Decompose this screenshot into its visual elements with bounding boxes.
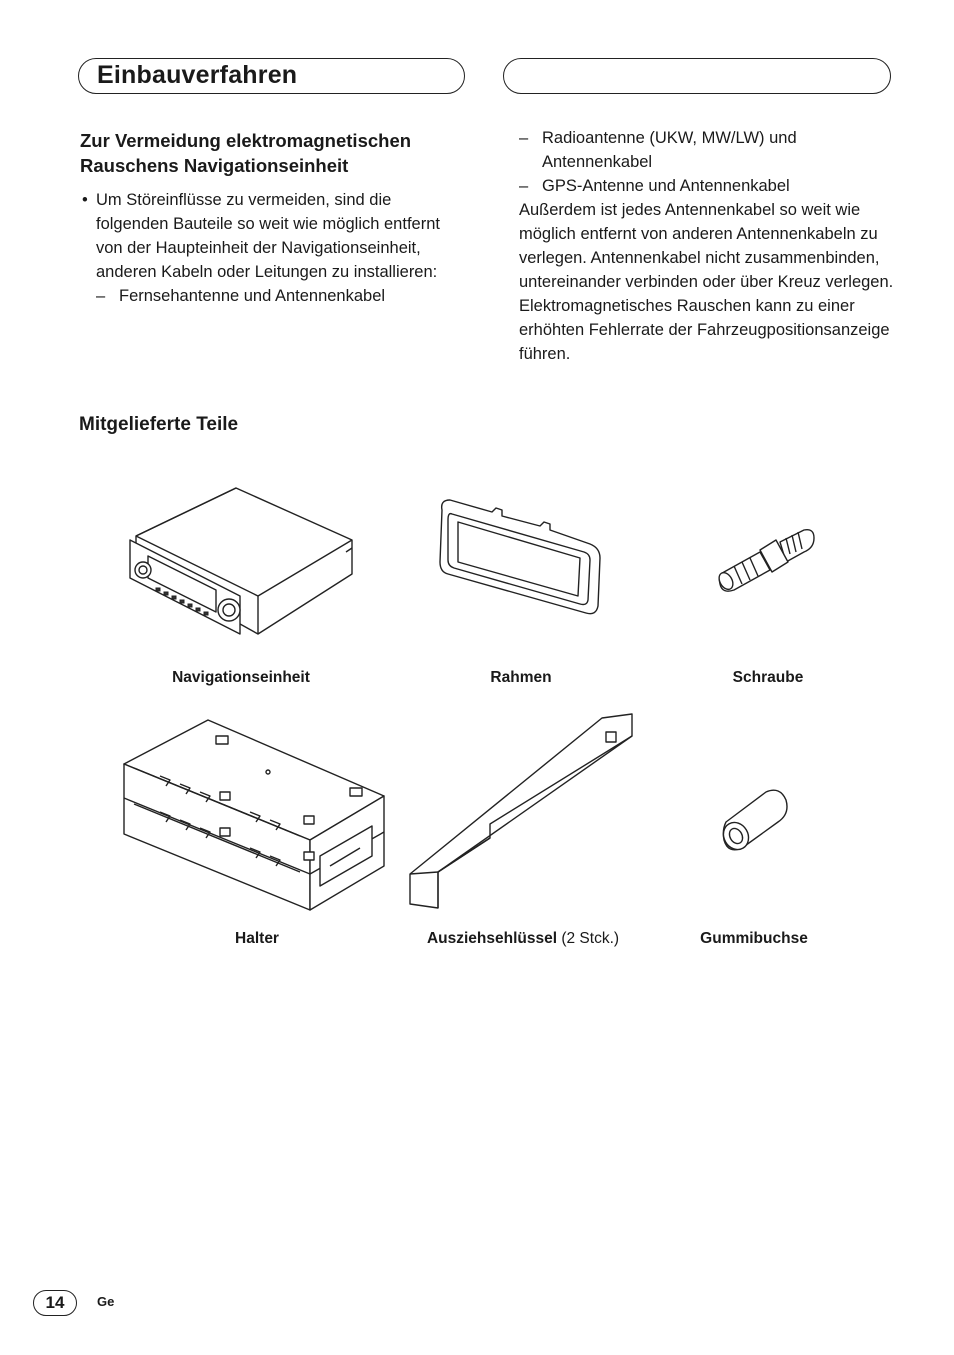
caption-rubber-bush: [700, 930, 808, 948]
dash-item-text: Fernsehantenne und Antennenkabel: [119, 287, 386, 305]
extraction-key-icon: [406, 712, 636, 914]
caption-label: Gummibuchse: [700, 930, 808, 947]
page-number: 14: [33, 1290, 77, 1316]
screw-icon: [716, 524, 818, 598]
noise-section-heading: Zur Vermeidung elektromagnetischen Rauschens Navigationseinheit: [80, 130, 412, 176]
dash-item-radio: [519, 126, 899, 174]
dash-item-gps: [519, 174, 899, 198]
dash-mark: –: [519, 177, 529, 195]
caption-label: Navigationseinheit: [172, 669, 310, 686]
caption-extraction-key: [427, 930, 619, 948]
caption-frame: [490, 669, 551, 687]
caption-navigation-unit: [172, 669, 310, 687]
dash-item-text: GPS-Antenne und Antennenkabel: [542, 177, 790, 195]
bullet-text: Um Störeinflüsse zu vermeiden, sind die folgenden Bauteile so weit wie möglich entfernt von der Haupteinheit der Navigationseinheit, anderen Kabeln oder Leitungen zu installieren:: [96, 191, 440, 281]
caption-label: Rahmen: [490, 669, 552, 686]
language-code: Ge: [97, 1294, 115, 1309]
caption-label: Ausziehsehlüssel: [426, 930, 558, 947]
dash-item-text: Radioantenne (UKW, MW/LW) und Antennenkabel: [542, 129, 797, 171]
bullet-item: [80, 188, 445, 284]
page-title: Einbauverfahren: [97, 61, 298, 89]
parts-heading: Mitgelieferte Teile: [79, 414, 239, 435]
noise-section-left: [80, 128, 445, 308]
dash-item-tv: [96, 284, 445, 308]
navigation-unit-icon: [126, 484, 358, 640]
dash-mark: –: [96, 287, 106, 305]
caption-screw: [733, 669, 804, 687]
rubber-bush-icon: [718, 784, 790, 854]
caption-holder: [235, 930, 279, 948]
frame-icon: [436, 496, 604, 618]
noise-section-right: [519, 126, 899, 366]
caption-note: (2 Stck.): [561, 930, 620, 947]
caption-label: Schraube: [732, 669, 804, 686]
caption-label: Halter: [235, 930, 279, 947]
bullet-mark: •: [82, 191, 88, 209]
noise-paragraph: Außerdem ist jedes Antennenkabel so weit wie möglich entfernt von anderen Antennenkabeln zu verlegen. Antennenkabel nicht zusammenbinden, untereinander verbinden oder über Kreuz verlegen. Elektromagnetisches Rauschen kann zu einer erhöhten Fehlerrate der Fahrzeugpositionsanzeige führen.: [519, 201, 894, 363]
empty-header-box: [503, 58, 891, 94]
page-title-box: [78, 58, 465, 94]
holder-icon: [120, 716, 388, 914]
dash-mark: –: [519, 129, 529, 147]
